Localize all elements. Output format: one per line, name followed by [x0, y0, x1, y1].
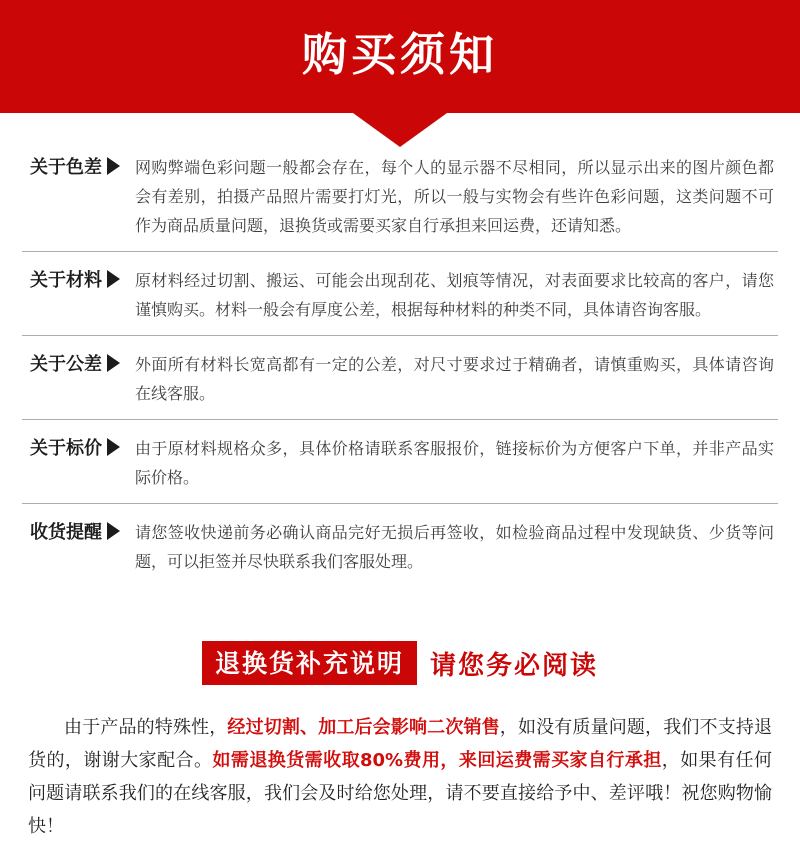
return-policy-header [0, 641, 800, 685]
return-policy-badge: 退换货补充说明 [202, 641, 417, 685]
notice-label-text: 收货提醒 [30, 522, 102, 543]
arrow-right-icon [107, 354, 120, 372]
return-policy-paragraph [28, 711, 772, 843]
arrow-right-icon [107, 438, 120, 456]
notice-label [22, 518, 135, 544]
notice-label-text: 关于标价 [30, 438, 102, 459]
notice-text: 原材料经过切割、搬运、可能会出现刮花、划痕等情况，对表面要求比较高的客户，请您谨慎购买。材料一般会有厚度公差，根据每种材料的种类不同，具体请咨询客服。 [135, 271, 774, 319]
notice-item-material [22, 252, 778, 335]
paragraph-segment-emphasis: 如需退换货需收取80%费用，来回运费需买家自行承担 [212, 750, 662, 771]
notice-text: 由于原材料规格众多，具体价格请联系客服报价，链接标价为方便客户下单，并非产品实际价格。 [135, 439, 774, 487]
notice-item-delivery [22, 504, 778, 587]
purchase-notice-banner [0, 0, 800, 113]
notice-label [22, 434, 135, 460]
arrow-right-icon [107, 270, 120, 288]
arrow-right-icon [107, 157, 120, 175]
notice-label-text: 关于色差 [30, 157, 102, 178]
notice-label-text: 关于公差 [30, 354, 102, 375]
notice-item-tolerance [22, 336, 778, 419]
notice-item-color-difference [22, 139, 778, 251]
paragraph-segment: ，如果有任何问题请联系我们的在线客服，我们会及时给您处理，请不要直接给予中、差评哦！祝您购物愉快！ [28, 750, 773, 837]
notice-label [22, 153, 135, 179]
notice-text: 网购弊端色彩问题一般都会存在，每个人的显示器不尽相同，所以显示出来的图片颜色都会有差别，拍摄产品照片需要打灯光，所以一般与实物会有些许色彩问题，这类问题不可作为商品质量问题，退换货或需要买家自行承担来回运费，还请知悉。 [135, 158, 774, 235]
must-read-notice: 请您务必阅读 [430, 650, 599, 681]
notice-text: 请您签收快递前务必确认商品完好无损后再签收，如检验商品过程中发现缺货、少货等问题，可以拒签并尽快联系我们客服处理。 [135, 523, 774, 571]
notice-text: 外面所有材料长宽高都有一定的公差，对尺寸要求过于精确者，请慎重购买，具体请咨询在线客服。 [135, 355, 774, 403]
paragraph-segment: ，如没有质量问题，我们不支持退货的，谢谢大家配合。 [28, 717, 773, 771]
arrow-right-icon [107, 522, 120, 540]
notice-list [22, 139, 778, 587]
paragraph-segment: 由于产品的特殊性， [64, 717, 228, 738]
notice-label [22, 266, 135, 292]
notice-label [22, 350, 135, 376]
paragraph-segment-emphasis: 经过切割、加工后会影响二次销售 [227, 717, 500, 738]
notice-item-pricing [22, 420, 778, 503]
notice-label-text: 关于材料 [30, 270, 102, 291]
page-title: 购买须知 [301, 28, 498, 81]
banner-pointer-triangle [353, 113, 447, 147]
